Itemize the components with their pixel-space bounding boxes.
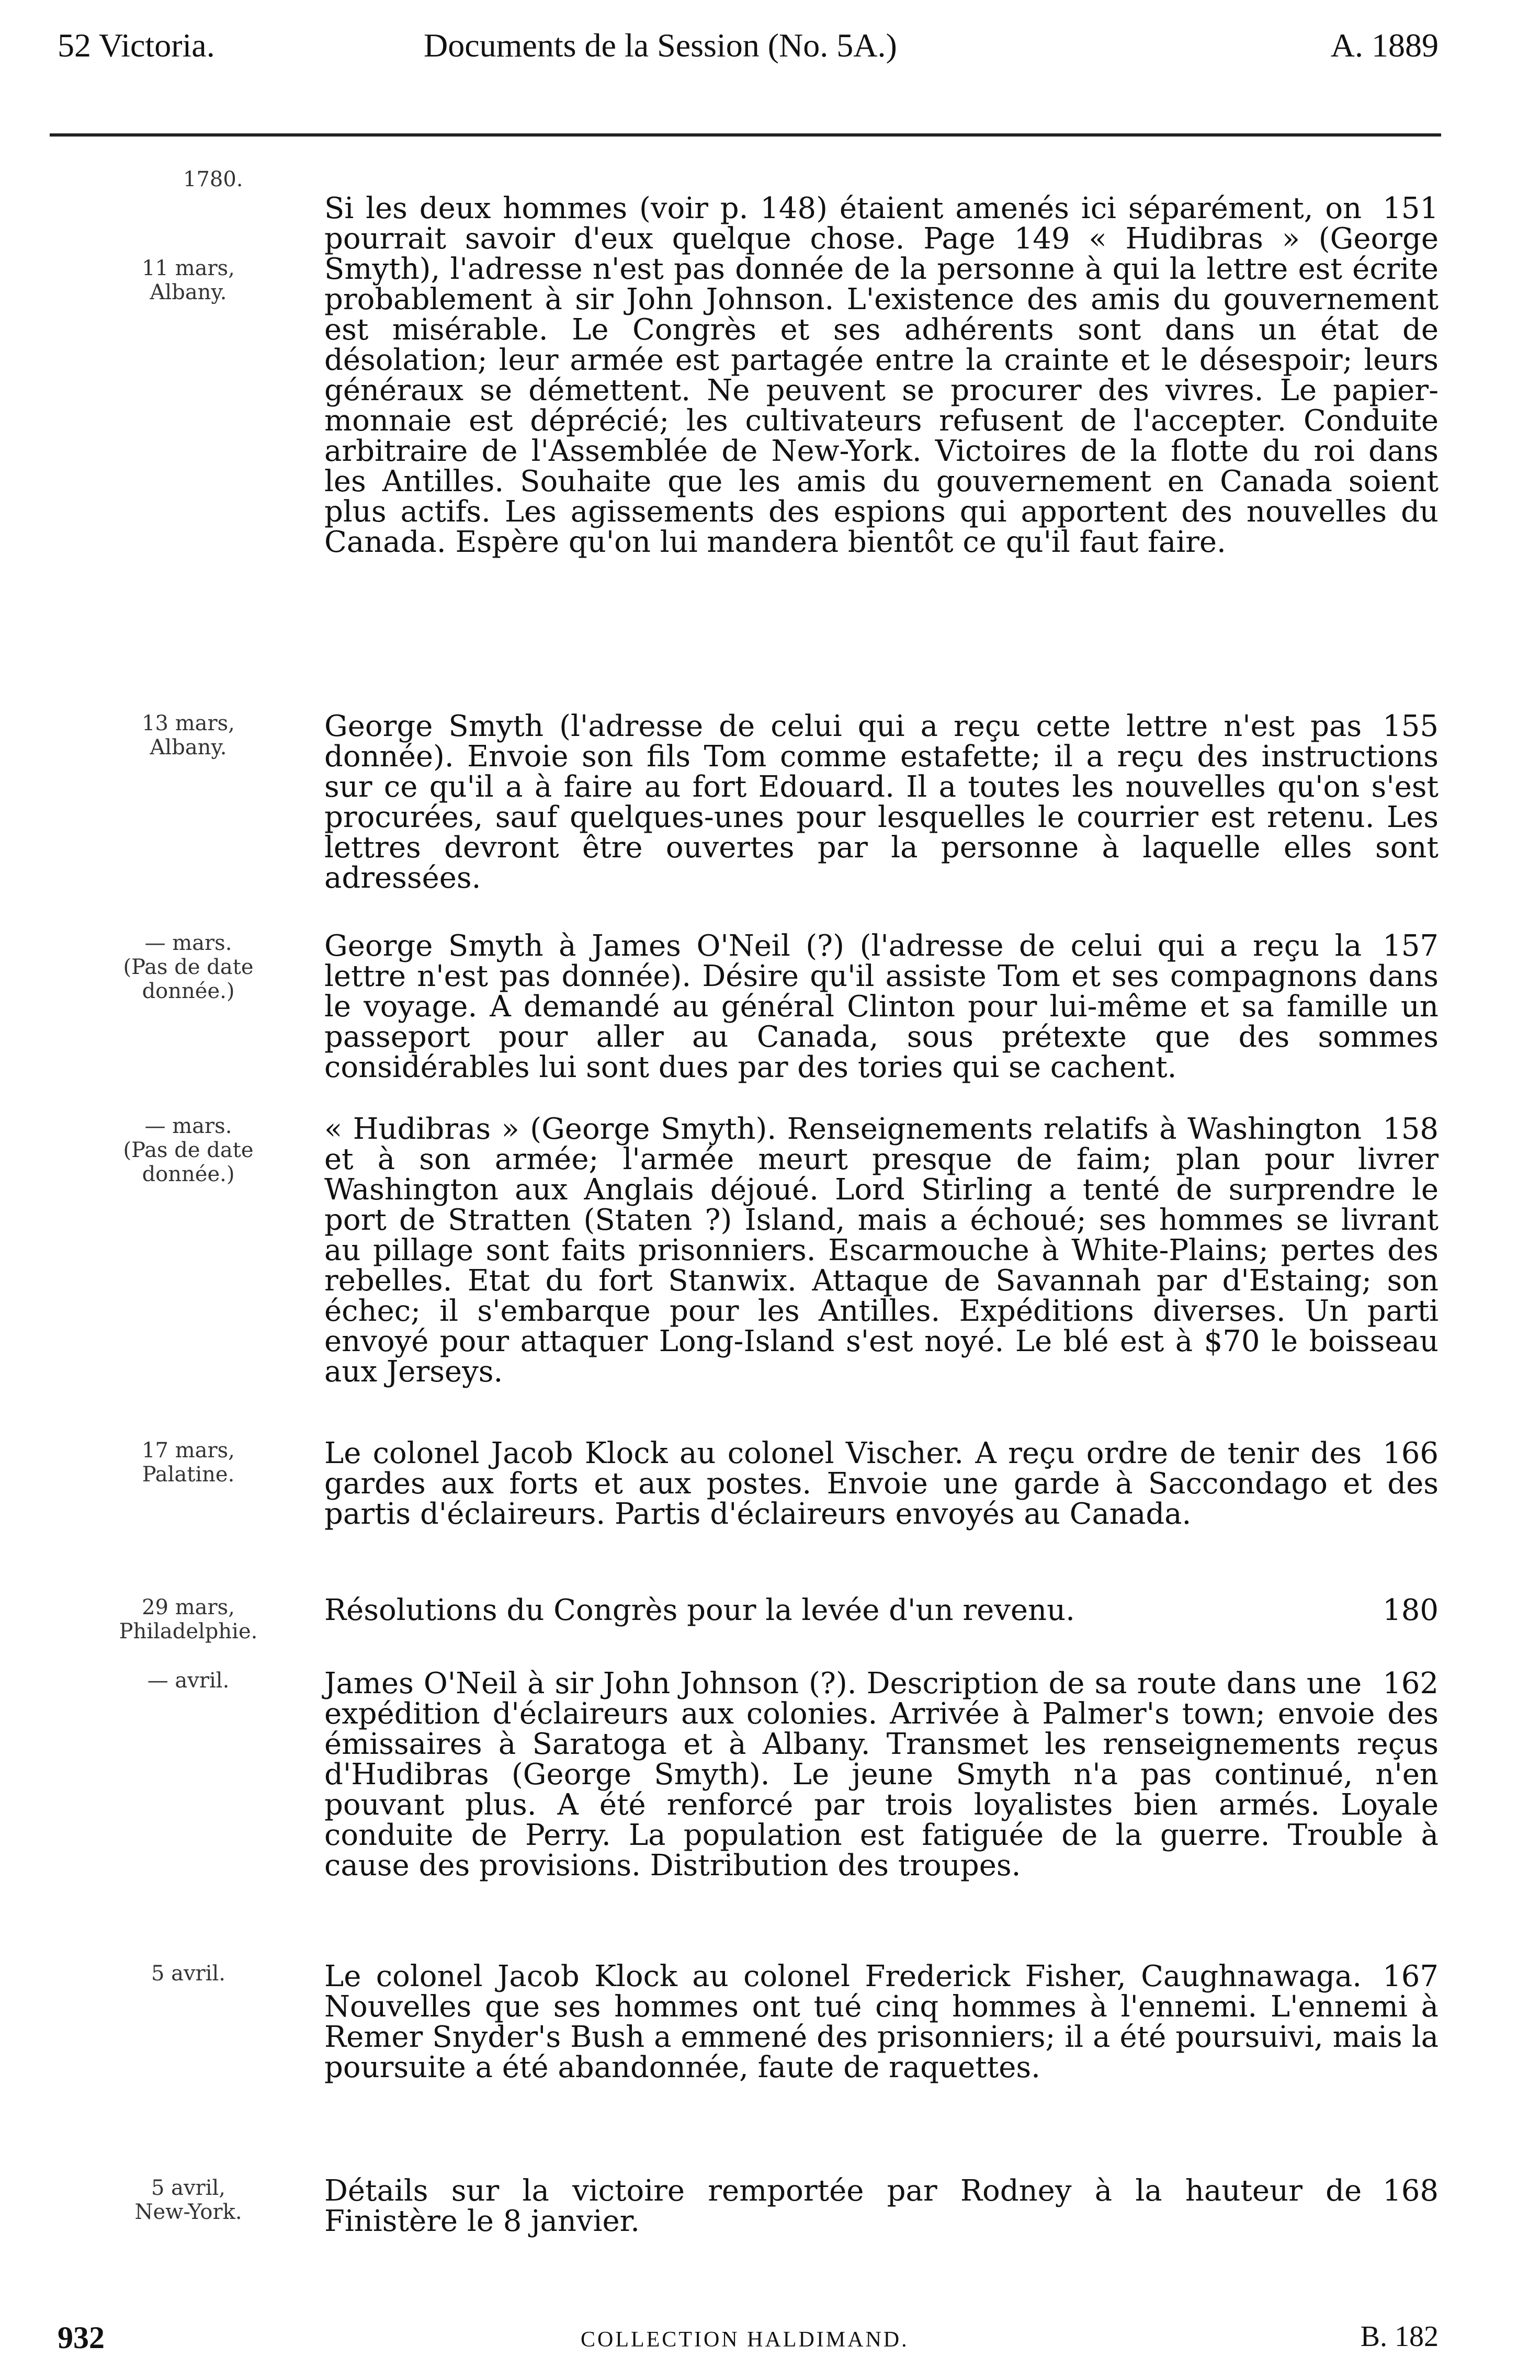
year-label: 1780. <box>183 167 243 191</box>
page-ref: 151 <box>1383 191 1439 225</box>
page-ref: 167 <box>1383 1959 1439 1993</box>
entry-date: 29 mars, Philadelphie. <box>119 1595 258 1644</box>
page-ref: 180 <box>1383 1593 1439 1627</box>
page-footer <box>58 2320 1439 2362</box>
header-left: 52 Victoria. <box>58 27 215 64</box>
entry-date: — mars. (Pas de date donnée.) <box>123 1114 254 1186</box>
entry-text: 158 « Hudibras » (George Smyth). Renseignements relatifs à Washington et à son armée; l'armée meurt presque de faim; plan pour livrer Washington aux Anglais déjoué. Lord Stirling a tenté de surprendre le port de Stratten (Staten ?) Island, mais a échoué; ses hommes se livrant au pillage sont faits prisonniers. Escarmouche à White-Plains; pertes des rebelles. Etat du fort Stanwix. Attaque de Savannah par d'Estaing; son échec; il s'embarque pour les Antilles. Expéditions diverses. Un parti envoyé pour attaquer Long-Island s'est noyé. Le blé est à $70 le boisseau aux Jerseys. <box>324 1112 1439 1389</box>
entry-date: — mars. (Pas de date donnée.) <box>123 931 254 1003</box>
header-right: A. 1889 <box>1330 27 1439 64</box>
footer-ref: B. 182 <box>1360 2320 1439 2353</box>
page-ref: 162 <box>1383 1667 1439 1701</box>
entry-date: 13 mars, Albany. <box>142 711 235 760</box>
entry-text: 180 Résolutions du Congrès pour la levée d'un revenu. <box>324 1593 1439 1627</box>
page-header <box>58 26 1439 99</box>
page-ref: 155 <box>1383 709 1439 743</box>
header-rule <box>50 133 1441 137</box>
page-ref: 166 <box>1383 1436 1439 1470</box>
entry-text: 155 George Smyth (l'adresse de celui qui a reçu cette lettre n'est pas donnée). Envoie son fils Tom comme estafette; il a reçu des instructions sur ce qu'il a à faire au fort Edouard. Il a toutes les nouvelles qu'on s'est procurées, sauf quelques-unes pour lesquelles le courrier est retenu. Les lettres devront être ouvertes par la personne à laquelle elles sont adressées. <box>324 709 1439 895</box>
entry-text: 166 Le colonel Jacob Klock au colonel Vischer. A reçu ordre de tenir des gardes aux forts et aux postes. Envoie une garde à Saccondago et des partis d'éclaireurs. Partis d'éclaireurs envoyés au Canada. <box>324 1436 1439 1531</box>
entry-text: 157 George Smyth à James O'Neil (?) (l'adresse de celui qui a reçu la lettre n'est pas donnée). Désire qu'il assiste Tom et ses compagnons dans le voyage. A demandé au général Clinton pour lui-même et sa famille un passeport pour aller au Canada, sous prétexte que des sommes considérables lui sont dues par des tories qui se cachent. <box>324 929 1439 1084</box>
footer-page-number: 932 <box>58 2320 105 2355</box>
header-center: Documents de la Session (No. 5A.) <box>424 27 897 64</box>
entry-date: 17 mars, Palatine. <box>142 1438 235 1487</box>
entry-text: 168 Détails sur la victoire remportée par Rodney à la hauteur de Finistère le 8 janvier. <box>324 2174 1439 2238</box>
entry-date: — avril. <box>147 1669 230 1693</box>
page-ref: 168 <box>1383 2174 1439 2208</box>
entry-date: 5 avril. <box>151 1962 226 1986</box>
footer-collection: COLLECTION HALDIMAND. <box>581 2328 909 2352</box>
entry-date: 11 mars, Albany. <box>142 256 235 304</box>
entry-text: 151 Si les deux hommes (voir p. 148) étaient amenés ici séparément, on pourrait savoir d'eux quelque chose. Page 149 « Hudibras » (George Smyth), l'adresse n'est pas donnée de la personne à qui la lettre est écrite probablement à sir John Johnson. L'existence des amis du gouvernement est misérable. Le Congrès et ses adhérents sont dans un état de désolation; leur armée est partagée entre la crainte et le désespoir; leurs généraux se démettent. Ne peuvent se procurer des vivres. Le papier-monnaie est déprécié; les cultivateurs refusent de l'accepter. Conduite arbitraire de l'Assemblée de New-York. Victoires de la flotte du roi dans les Antilles. Souhaite que les amis du gouvernement en Canada soient plus actifs. Les agissements des espions qui apportent des nouvelles du Canada. Espère qu'on lui mandera bientôt ce qu'il faut faire. <box>324 191 1439 559</box>
entry-date: 5 avril, New-York. <box>134 2176 242 2224</box>
entry-text: 162 James O'Neil à sir John Johnson (?). Description de sa route dans une expédition d'éclaireurs aux colonies. Arrivée à Palmer's town; envoie des émissaires à Saratoga et à Albany. Transmet les renseignements reçus d'Hudibras (George Smyth). Le jeune Smyth n'a pas continué, n'en pouvant plus. A été renforcé par trois loyalistes bien armés. Loyale conduite de Perry. La population est fatiguée de la guerre. Trouble à cause des provisions. Distribution des troupes. <box>324 1667 1439 1883</box>
entry-text: 167 Le colonel Jacob Klock au colonel Frederick Fisher, Caughnawaga. Nouvelles que ses hommes ont tué cinq hommes à l'ennemi. L'ennemi à Remer Snyder's Bush a emmené des prisonniers; il a été poursuivi, mais la poursuite a été abandonnée, faute de raquettes. <box>324 1959 1439 2084</box>
page-ref: 157 <box>1383 929 1439 963</box>
page-ref: 158 <box>1383 1112 1439 1146</box>
